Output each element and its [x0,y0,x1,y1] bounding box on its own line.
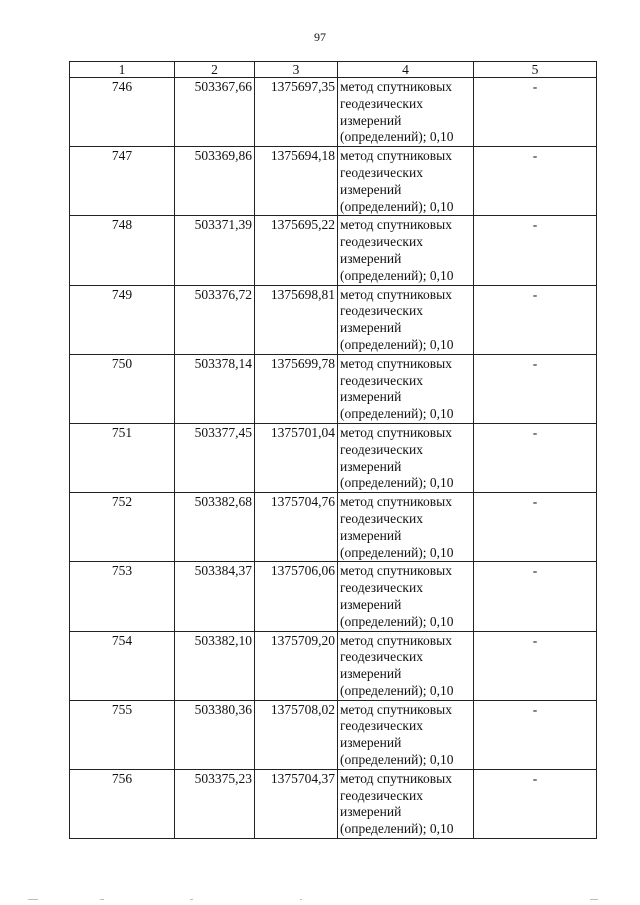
method-line: геодезических [340,649,423,665]
note-cell: - [474,631,597,700]
method-line: геодезических [340,441,423,457]
method-cell [338,562,474,631]
y-coordinate-cell: 1375695,22 [255,216,338,285]
table-row [70,147,597,216]
method-line: измерений [340,320,402,336]
method-cell [338,147,474,216]
method-line: (определений); 0,10 [340,682,454,698]
column-header-note: 5 [474,62,597,78]
x-coordinate-cell: 503384,37 [175,562,255,631]
point-number-cell: 756 [70,769,175,838]
point-number-cell: 753 [70,562,175,631]
table-row [70,700,597,769]
method-line: геодезических [340,787,423,803]
note-cell: - [474,700,597,769]
point-number-cell: 747 [70,147,175,216]
note-cell: - [474,354,597,423]
point-number-cell: 749 [70,285,175,354]
method-line: метод спутниковых [340,286,452,302]
method-cell [338,354,474,423]
method-line: измерений [340,735,402,751]
point-number-cell: 754 [70,631,175,700]
table-row [70,423,597,492]
y-coordinate-cell: 1375704,76 [255,493,338,562]
method-line: измерений [340,596,402,612]
method-line: метод спутниковых [340,355,452,371]
method-line: метод спутниковых [340,770,452,786]
method-line: (определений); 0,10 [340,198,454,214]
method-line: измерений [340,527,402,543]
method-line: геодезических [340,510,423,526]
method-line: (определений); 0,10 [340,821,454,837]
method-line: (определений); 0,10 [340,752,454,768]
method-line: метод спутниковых [340,563,452,579]
point-number-cell: 752 [70,493,175,562]
x-coordinate-cell: 503377,45 [175,423,255,492]
note-cell: - [474,423,597,492]
table-row [70,493,597,562]
method-line: измерений [340,804,402,820]
method-line: измерений [340,389,402,405]
method-cell [338,700,474,769]
x-coordinate-cell: 503382,68 [175,493,255,562]
method-line: измерений [340,181,402,197]
coordinates-table [69,61,597,839]
note-cell: - [474,562,597,631]
point-number-cell: 750 [70,354,175,423]
method-line: геодезических [340,718,423,734]
method-cell [338,285,474,354]
column-header-y: 3 [255,62,338,78]
note-cell: - [474,78,597,147]
x-coordinate-cell: 503375,23 [175,769,255,838]
method-line: геодезических [340,234,423,250]
method-line: (определений); 0,10 [340,613,454,629]
x-coordinate-cell: 503376,72 [175,285,255,354]
method-line: (определений); 0,10 [340,406,454,422]
method-line: геодезических [340,303,423,319]
y-coordinate-cell: 1375701,04 [255,423,338,492]
method-cell [338,78,474,147]
table-row [70,769,597,838]
y-coordinate-cell: 1375698,81 [255,285,338,354]
column-header-x: 2 [175,62,255,78]
table-header [70,62,597,78]
y-coordinate-cell: 1375704,37 [255,769,338,838]
table-row [70,631,597,700]
x-coordinate-cell: 503378,14 [175,354,255,423]
y-coordinate-cell: 1375699,78 [255,354,338,423]
method-line: измерений [340,250,402,266]
method-line: измерений [340,112,402,128]
method-cell [338,493,474,562]
x-coordinate-cell: 503382,10 [175,631,255,700]
table-row [70,285,597,354]
note-cell: - [474,147,597,216]
y-coordinate-cell: 1375709,20 [255,631,338,700]
point-number-cell: 755 [70,700,175,769]
method-line: (определений); 0,10 [340,544,454,560]
x-coordinate-cell: 503367,66 [175,78,255,147]
method-line: (определений); 0,10 [340,336,454,352]
method-cell [338,216,474,285]
table-row [70,216,597,285]
method-cell [338,769,474,838]
point-number-cell: 746 [70,78,175,147]
header-row [70,62,597,78]
column-header-point-number: 1 [70,62,175,78]
point-number-cell: 748 [70,216,175,285]
method-line: геодезических [340,372,423,388]
method-line: измерений [340,666,402,682]
method-cell [338,423,474,492]
method-line: геодезических [340,95,423,111]
method-line: метод спутниковых [340,424,452,440]
method-line: метод спутниковых [340,217,452,233]
note-cell: - [474,285,597,354]
table-row [70,562,597,631]
page-number: 97 [314,30,326,44]
x-coordinate-cell: 503371,39 [175,216,255,285]
y-coordinate-cell: 1375708,02 [255,700,338,769]
method-line: метод спутниковых [340,148,452,164]
method-line: метод спутниковых [340,79,452,94]
method-line: (определений); 0,10 [340,475,454,491]
y-coordinate-cell: 1375706,06 [255,562,338,631]
column-header-method: 4 [338,62,474,78]
method-line: измерений [340,458,402,474]
note-cell: - [474,493,597,562]
y-coordinate-cell: 1375697,35 [255,78,338,147]
method-line: метод спутниковых [340,632,452,648]
y-coordinate-cell: 1375694,18 [255,147,338,216]
point-number-cell: 751 [70,423,175,492]
method-line: геодезических [340,164,423,180]
table-body [70,78,597,839]
method-line: (определений); 0,10 [340,267,454,283]
x-coordinate-cell: 503380,36 [175,700,255,769]
method-cell [338,631,474,700]
table-row [70,354,597,423]
method-line: геодезических [340,580,423,596]
scan-artifact-line [0,897,640,903]
method-line: (определений); 0,10 [340,129,454,145]
note-cell: - [474,769,597,838]
method-line: метод спутниковых [340,701,452,717]
method-line: метод спутниковых [340,494,452,510]
x-coordinate-cell: 503369,86 [175,147,255,216]
table-row [70,78,597,147]
note-cell: - [474,216,597,285]
